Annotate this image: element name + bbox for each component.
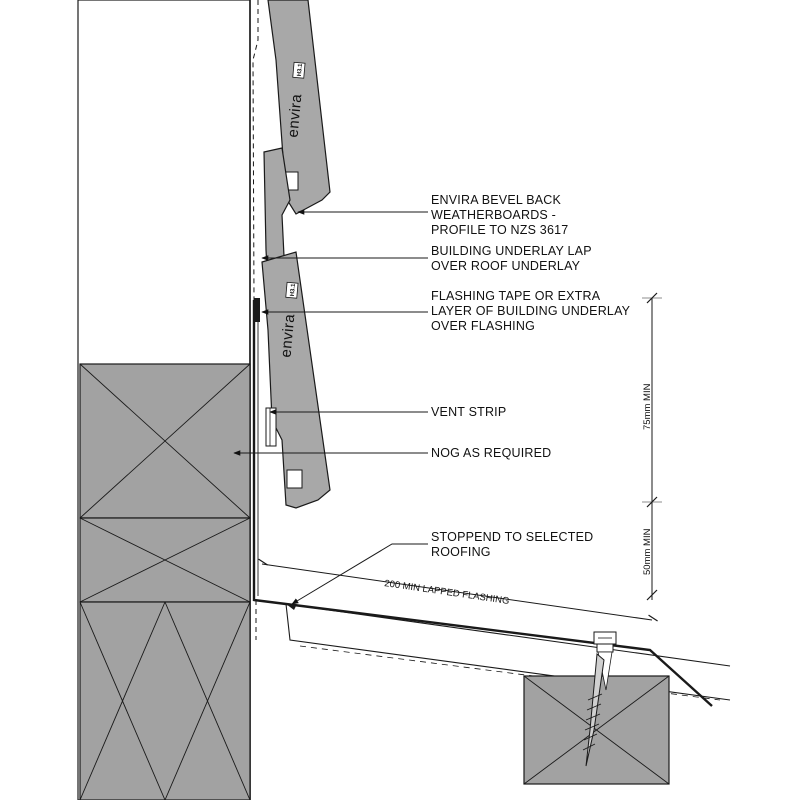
callout-stoppend [431,530,593,559]
brand-name-upper: envira [284,93,306,139]
nog-block [80,364,250,518]
callout-stoppend-line-1: STOPPEND TO SELECTED [431,530,594,544]
callout-weatherboards-line-3: PROFILE TO NZS 3617 [431,223,569,237]
dimension-label-lapped-flashing: 200 MIN LAPPED FLASHING [383,578,511,607]
apron-flashing [254,300,712,706]
top-plate [80,518,250,602]
callout-stoppend-line-2: ROOFING [431,545,491,559]
brand-badge-lower: H3.1 [289,283,297,297]
callout-flashing-tape-line-1: FLASHING TAPE OR EXTRA [431,289,601,303]
dimension-label-75mm: 75mm MIN [642,383,653,430]
vent-strip [266,408,276,446]
callout-nog-line-1: NOG AS REQUIRED [431,446,552,460]
callout-weatherboards-line-2: WEATHERBOARDS - [431,208,556,222]
callout-nog [431,446,551,460]
brand-badge-upper: H3.1 [296,63,304,77]
callout-weatherboards [431,193,568,237]
dimension-label-50mm: 50mm MIN [642,528,653,575]
callout-vent-strip-line-1: VENT STRIP [431,405,507,419]
callout-vent-strip [431,405,506,419]
callout-flashing-tape-line-3: OVER FLASHING [431,319,536,333]
callout-underlay-lap-line-2: OVER ROOF UNDERLAY [431,259,581,273]
stud [80,602,250,800]
callout-weatherboards-line-1: ENVIRA BEVEL BACK [431,193,562,207]
callout-flashing-tape-line-2: LAYER OF BUILDING UNDERLAY [431,304,631,318]
callout-flashing-tape [431,289,631,333]
callout-underlay-lap-line-1: BUILDING UNDERLAY LAP [431,244,592,258]
callout-underlay-lap [431,244,592,273]
brand-name-lower: envira [277,313,299,359]
